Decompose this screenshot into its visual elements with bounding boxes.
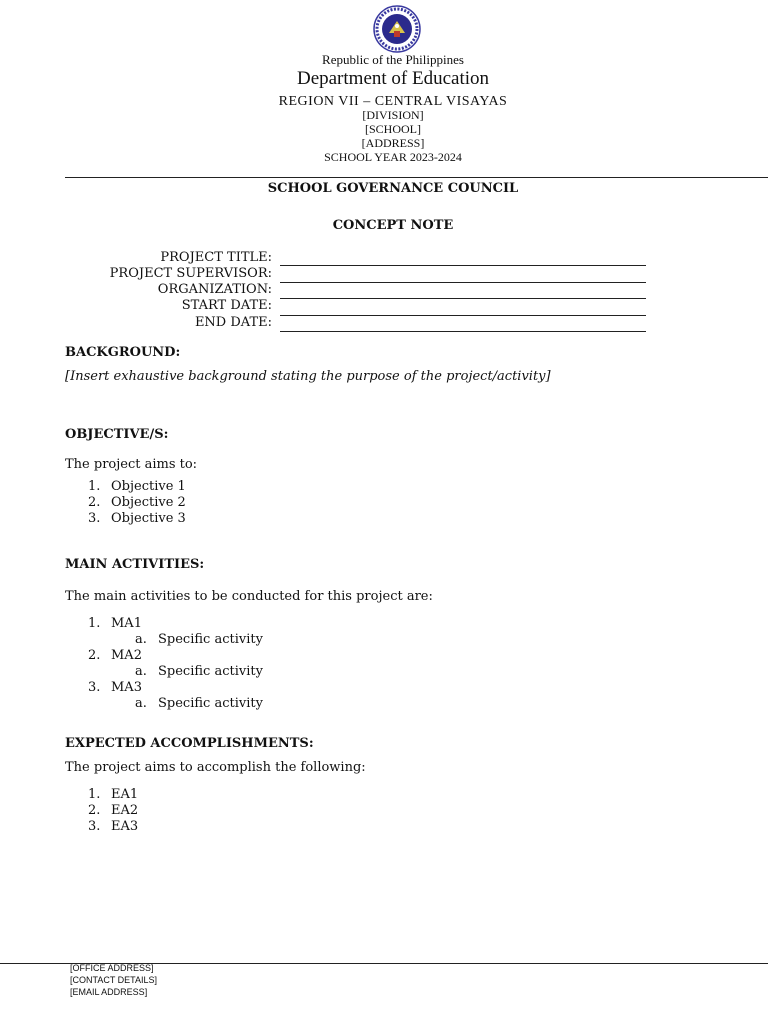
deped-seal-icon — [373, 5, 421, 53]
start-date-label: START DATE: — [181, 298, 272, 313]
sublist-letter: a. — [135, 696, 147, 711]
objectives-intro: The project aims to: — [65, 457, 198, 472]
objective-item: Objective 3 — [111, 511, 186, 526]
list-number: 1. — [88, 616, 101, 631]
sublist-letter: a. — [135, 664, 147, 679]
office-address-placeholder: [OFFICE ADDRESS] — [70, 963, 154, 973]
activity-item: MA2 — [111, 648, 142, 663]
school-placeholder: [SCHOOL] — [365, 122, 421, 136]
region-text: REGION VII – CENTRAL VISAYAS — [278, 94, 508, 109]
project-supervisor-label: PROJECT SUPERVISOR: — [109, 266, 272, 281]
organization-label: ORGANIZATION: — [157, 282, 272, 297]
email-address-placeholder: [EMAIL ADDRESS] — [70, 987, 148, 997]
end-date-line[interactable] — [280, 331, 646, 332]
list-number: 3. — [88, 511, 101, 526]
project-title-label: PROJECT TITLE: — [160, 250, 272, 265]
council-title: SCHOOL GOVERNANCE COUNCIL — [267, 181, 519, 196]
division-placeholder: [DIVISION] — [362, 108, 424, 122]
activity-item: MA1 — [111, 616, 142, 631]
specific-activity-item: Specific activity — [158, 664, 263, 679]
accomplishments-heading: EXPECTED ACCOMPLISHMENTS: — [65, 736, 314, 751]
list-number: 2. — [88, 803, 101, 818]
project-title-line[interactable] — [280, 265, 646, 266]
accomplishment-item: EA2 — [111, 803, 139, 818]
background-text: [Insert exhaustive background stating the purpose of the project/activity] — [65, 369, 551, 384]
accomplishment-item: EA3 — [111, 819, 139, 834]
activities-intro: The main activities to be conducted for this project are: — [65, 589, 433, 604]
specific-activity-item: Specific activity — [158, 632, 263, 647]
address-placeholder: [ADDRESS] — [361, 136, 425, 150]
specific-activity-item: Specific activity — [158, 696, 263, 711]
list-number: 1. — [88, 787, 101, 802]
concept-note-title: CONCEPT NOTE — [332, 218, 454, 233]
objective-item: Objective 1 — [111, 479, 186, 494]
list-number: 2. — [88, 495, 101, 510]
start-date-line[interactable] — [280, 315, 646, 316]
end-date-label: END DATE: — [194, 315, 272, 330]
list-number: 3. — [88, 819, 101, 834]
republic-text: Republic of the Philippines — [322, 52, 464, 67]
header-divider — [65, 177, 768, 178]
objective-item: Objective 2 — [111, 495, 186, 510]
list-number: 3. — [88, 680, 101, 695]
objectives-heading: OBJECTIVE/S: — [65, 427, 169, 442]
list-number: 2. — [88, 648, 101, 663]
accomplishments-intro: The project aims to accomplish the following: — [65, 760, 366, 775]
list-number: 1. — [88, 479, 101, 494]
accomplishment-item: EA1 — [111, 787, 139, 802]
background-heading: BACKGROUND: — [65, 345, 181, 360]
activities-heading: MAIN ACTIVITIES: — [65, 557, 205, 572]
project-supervisor-line[interactable] — [280, 282, 646, 283]
sublist-letter: a. — [135, 632, 147, 647]
department-title: Department of Education — [296, 68, 490, 89]
contact-details-placeholder: [CONTACT DETAILS] — [70, 975, 158, 985]
school-year: SCHOOL YEAR 2023-2024 — [324, 150, 462, 164]
activity-item: MA3 — [111, 680, 142, 695]
organization-line[interactable] — [280, 298, 646, 299]
